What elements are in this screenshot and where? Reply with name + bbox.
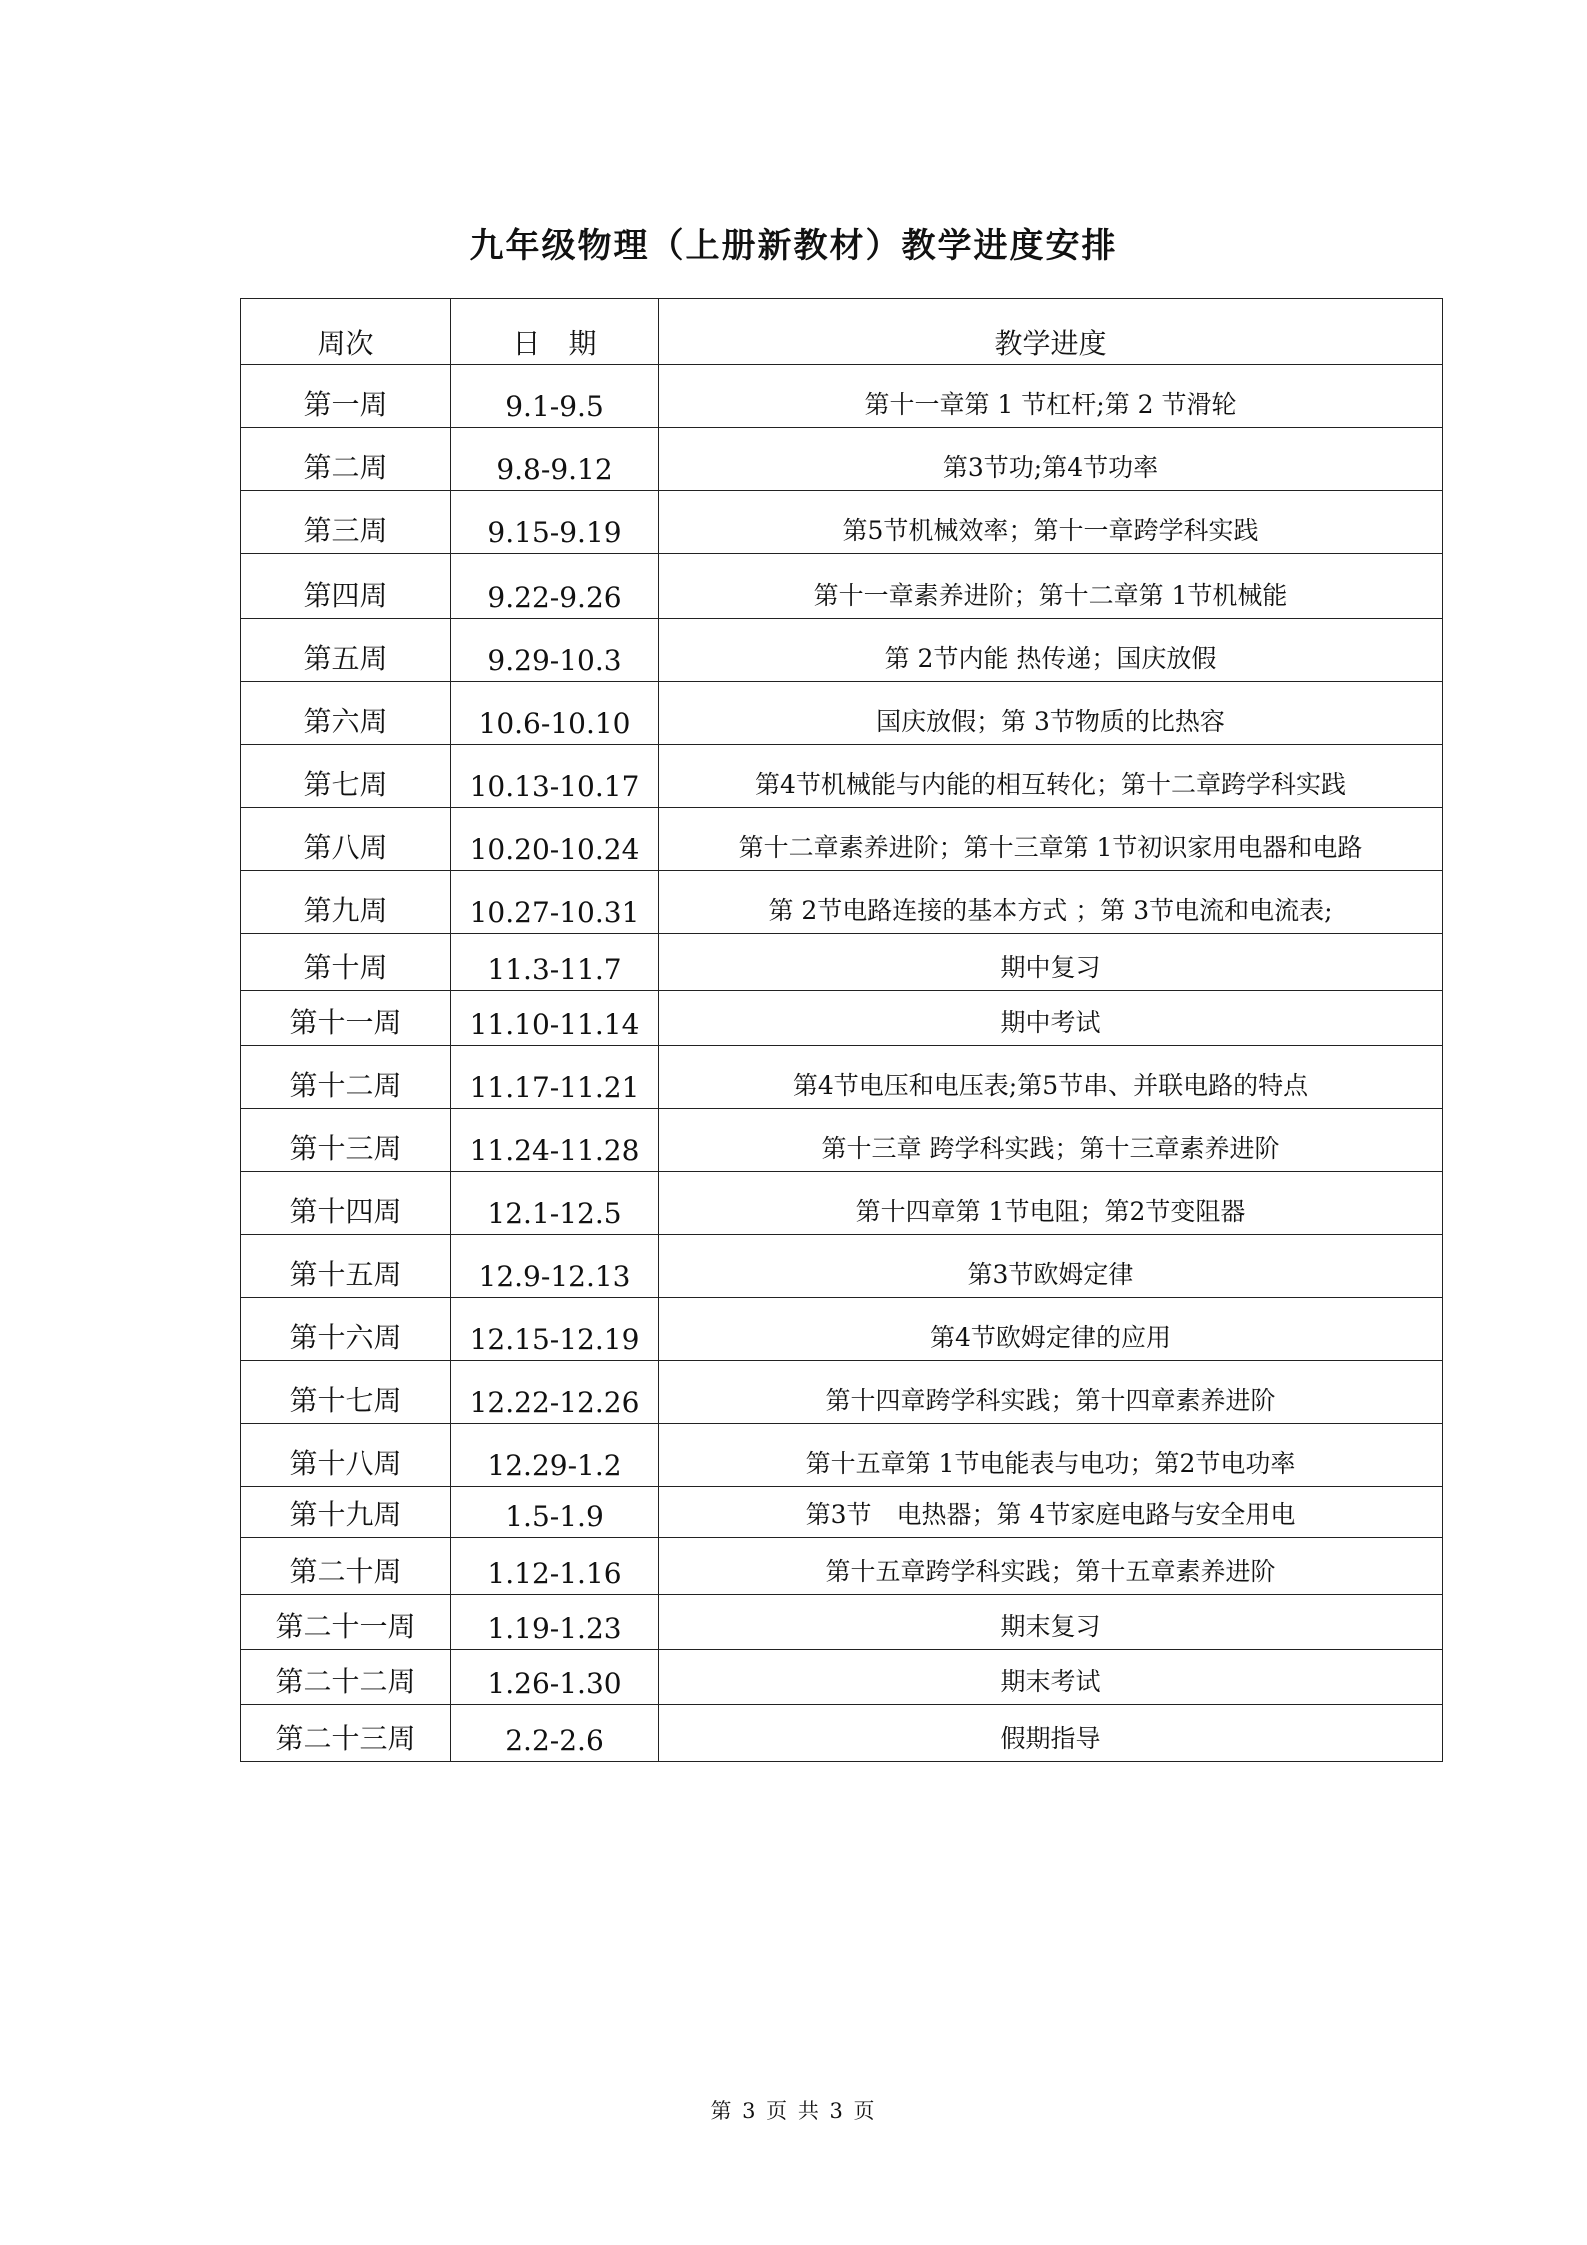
header-week: 周次 <box>241 299 451 365</box>
content-cell: 第十一章第 1 节杠杆;第 2 节滑轮 <box>659 365 1443 428</box>
content-cell: 期末复习 <box>659 1595 1443 1650</box>
table-row <box>241 1595 1443 1650</box>
table-row <box>241 991 1443 1046</box>
content-cell: 第 2节内能 热传递；国庆放假 <box>659 619 1443 682</box>
week-cell: 第十四周 <box>241 1172 451 1235</box>
page-footer: 第 3 页 共 3 页 <box>710 2099 877 2123</box>
content-cell: 第4节电压和电压表;第5节串、并联电路的特点 <box>659 1046 1443 1109</box>
week-cell: 第二周 <box>241 428 451 491</box>
week-cell: 第十九周 <box>241 1487 451 1538</box>
content-cell: 第 2节电路连接的基本方式 ；第 3节电流和电流表; <box>659 871 1443 934</box>
table-row <box>241 745 1443 808</box>
date-cell: 10.27-10.31 <box>451 871 659 934</box>
content-cell: 第3节 电热器；第 4节家庭电路与安全用电 <box>659 1487 1443 1538</box>
date-cell: 11.24-11.28 <box>451 1109 659 1172</box>
week-cell: 第一周 <box>241 365 451 428</box>
date-cell: 11.10-11.14 <box>451 991 659 1046</box>
content-cell: 第4节机械能与内能的相互转化；第十二章跨学科实践 <box>659 745 1443 808</box>
week-cell: 第八周 <box>241 808 451 871</box>
date-cell: 10.6-10.10 <box>451 682 659 745</box>
table-row <box>241 1235 1443 1298</box>
content-cell: 期中复习 <box>659 934 1443 991</box>
content-cell: 第5节机械效率；第十一章跨学科实践 <box>659 491 1443 554</box>
table-row <box>241 1538 1443 1595</box>
date-cell: 10.20-10.24 <box>451 808 659 871</box>
date-cell: 12.15-12.19 <box>451 1298 659 1361</box>
date-cell: 12.29-1.2 <box>451 1424 659 1487</box>
table-row <box>241 428 1443 491</box>
week-cell: 第二十一周 <box>241 1595 451 1650</box>
table-row <box>241 491 1443 554</box>
week-cell: 第十周 <box>241 934 451 991</box>
date-cell: 1.26-1.30 <box>451 1650 659 1705</box>
header-date: 日 期 <box>451 299 659 365</box>
date-cell: 9.22-9.26 <box>451 554 659 619</box>
week-cell: 第四周 <box>241 554 451 619</box>
week-cell: 第十八周 <box>241 1424 451 1487</box>
content-cell: 第十五章跨学科实践；第十五章素养进阶 <box>659 1538 1443 1595</box>
table-row <box>241 554 1443 619</box>
content-cell: 第3节功;第4节功率 <box>659 428 1443 491</box>
date-cell: 9.8-9.12 <box>451 428 659 491</box>
date-cell: 11.3-11.7 <box>451 934 659 991</box>
date-cell: 9.15-9.19 <box>451 491 659 554</box>
date-cell: 1.5-1.9 <box>451 1487 659 1538</box>
header-row <box>241 299 1443 365</box>
date-cell: 12.9-12.13 <box>451 1235 659 1298</box>
week-cell: 第七周 <box>241 745 451 808</box>
week-cell: 第十五周 <box>241 1235 451 1298</box>
week-cell: 第十七周 <box>241 1361 451 1424</box>
week-cell: 第十二周 <box>241 1046 451 1109</box>
week-cell: 第六周 <box>241 682 451 745</box>
content-cell: 第4节欧姆定律的应用 <box>659 1298 1443 1361</box>
content-cell: 第十四章跨学科实践；第十四章素养进阶 <box>659 1361 1443 1424</box>
table-row <box>241 1046 1443 1109</box>
week-cell: 第三周 <box>241 491 451 554</box>
content-cell: 假期指导 <box>659 1705 1443 1762</box>
date-cell: 9.29-10.3 <box>451 619 659 682</box>
content-cell: 第十三章 跨学科实践；第十三章素养进阶 <box>659 1109 1443 1172</box>
table-row <box>241 682 1443 745</box>
week-cell: 第二十周 <box>241 1538 451 1595</box>
content-cell: 国庆放假；第 3节物质的比热容 <box>659 682 1443 745</box>
table-row <box>241 365 1443 428</box>
content-cell: 期末考试 <box>659 1650 1443 1705</box>
table-row <box>241 1109 1443 1172</box>
date-cell: 1.12-1.16 <box>451 1538 659 1595</box>
date-cell: 1.19-1.23 <box>451 1595 659 1650</box>
week-cell: 第十一周 <box>241 991 451 1046</box>
table-row <box>241 1705 1443 1762</box>
table-row <box>241 808 1443 871</box>
content-cell: 期中考试 <box>659 991 1443 1046</box>
table-row <box>241 1424 1443 1487</box>
content-cell: 第3节欧姆定律 <box>659 1235 1443 1298</box>
date-cell: 10.13-10.17 <box>451 745 659 808</box>
week-cell: 第二十三周 <box>241 1705 451 1762</box>
week-cell: 第十六周 <box>241 1298 451 1361</box>
header-content: 教学进度 <box>659 299 1443 365</box>
content-cell: 第十二章素养进阶；第十三章第 1节初识家用电器和电路 <box>659 808 1443 871</box>
schedule-table <box>240 298 1443 1762</box>
table-row <box>241 934 1443 991</box>
date-cell: 11.17-11.21 <box>451 1046 659 1109</box>
content-cell: 第十五章第 1节电能表与电功；第2节电功率 <box>659 1424 1443 1487</box>
week-cell: 第五周 <box>241 619 451 682</box>
table-row <box>241 1298 1443 1361</box>
table-row <box>241 871 1443 934</box>
table-row <box>241 1172 1443 1235</box>
date-cell: 12.1-12.5 <box>451 1172 659 1235</box>
week-cell: 第九周 <box>241 871 451 934</box>
table-row <box>241 1650 1443 1705</box>
date-cell: 2.2-2.6 <box>451 1705 659 1762</box>
week-cell: 第二十二周 <box>241 1650 451 1705</box>
table-row <box>241 1487 1443 1538</box>
page-title: 九年级物理（上册新教材）教学进度安排 <box>469 226 1118 266</box>
content-cell: 第十四章第 1节电阻；第2节变阻器 <box>659 1172 1443 1235</box>
content-cell: 第十一章素养进阶；第十二章第 1节机械能 <box>659 554 1443 619</box>
date-cell: 9.1-9.5 <box>451 365 659 428</box>
table-row <box>241 1361 1443 1424</box>
week-cell: 第十三周 <box>241 1109 451 1172</box>
table-row <box>241 619 1443 682</box>
date-cell: 12.22-12.26 <box>451 1361 659 1424</box>
